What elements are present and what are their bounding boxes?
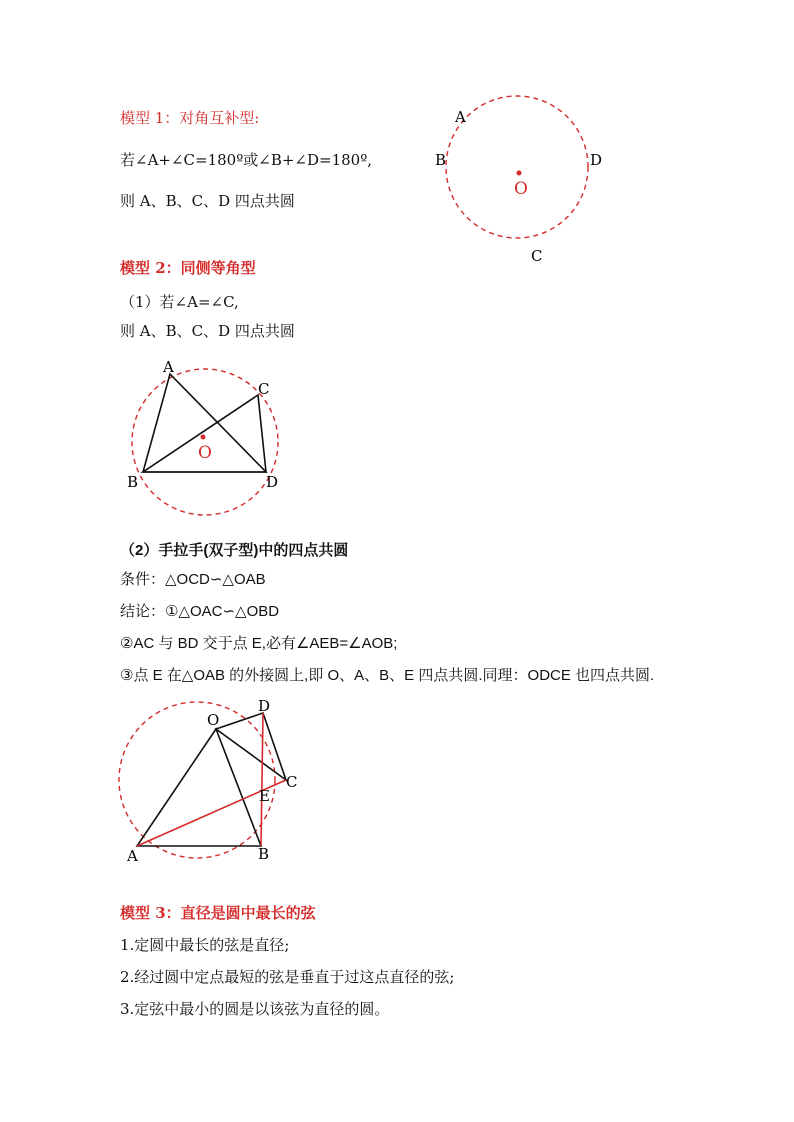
figure1-label-D: D bbox=[266, 473, 279, 491]
figure1-center-point bbox=[201, 435, 206, 440]
figure2-label-E: E bbox=[259, 787, 270, 805]
model2-part2-conclusion3: ③点 E 在△OAB 的外接圆上,即 O、A、B、E 四点共圆.同理：ODCE 也四点共圆. bbox=[120, 667, 655, 684]
model2-part2-conclusion1: 结论：①△OAC∽△OBD bbox=[120, 603, 280, 620]
model3-item-3: 3.定弦中最小的圆是以该弦为直径的圆。 bbox=[120, 1000, 390, 1018]
model1-center-point bbox=[517, 171, 522, 176]
figure2-circle bbox=[119, 702, 275, 858]
model1-label-D: D bbox=[590, 151, 603, 169]
model1-circle bbox=[446, 96, 588, 238]
figure2-label-O: O bbox=[207, 711, 220, 729]
model3-heading: 模型 3：直径是圆中最长的弦 bbox=[120, 904, 316, 922]
segment-BD bbox=[261, 713, 263, 846]
model1-label-A: A bbox=[455, 108, 466, 126]
model3-item-1: 1.定圆中最长的弦是直径; bbox=[120, 936, 290, 954]
model1-conclusion: 则 A、B、C、D 四点共圆 bbox=[120, 192, 295, 210]
model3-item-2: 2.经过圆中定点最短的弦是垂直于过这点直径的弦; bbox=[120, 968, 455, 986]
triangle-OAB bbox=[137, 729, 261, 846]
figure2-label-A: A bbox=[127, 847, 138, 865]
figure1-label-C: C bbox=[258, 380, 270, 398]
model2-part1-title: （1）若∠A=∠C, bbox=[120, 293, 239, 311]
figure2-label-B: B bbox=[258, 845, 270, 863]
model1-label-C: C bbox=[531, 247, 543, 265]
model2-part2-title: （2）手拉手(双子型)中的四点共圆 bbox=[120, 542, 349, 559]
figure2-label-D: D bbox=[258, 697, 271, 715]
model2-figure1 bbox=[120, 355, 300, 515]
model2-part2-condition: 条件：△OCD∽△OAB bbox=[120, 571, 266, 588]
model2-figure2 bbox=[120, 695, 320, 880]
model2-heading: 模型 2：同侧等角型 bbox=[120, 259, 256, 277]
model1-label-B: B bbox=[435, 151, 447, 169]
model1-heading: 模型 1：对角互补型: bbox=[120, 109, 260, 127]
figure1-label-A: A bbox=[163, 358, 174, 376]
model2-part2-conclusion2: ②AC 与 BD 交于点 E,必有∠AEB=∠AOB; bbox=[120, 635, 398, 652]
model1-label-O: O bbox=[514, 179, 528, 199]
figure1-label-O: O bbox=[198, 443, 212, 463]
model1-circle-figure bbox=[420, 95, 620, 265]
figure1-label-B: B bbox=[127, 473, 139, 491]
figure1-circle bbox=[132, 369, 278, 515]
model1-condition: 若∠A+∠C=180º或∠B+∠D=180º, bbox=[120, 151, 373, 169]
figure2-label-C: C bbox=[286, 773, 298, 791]
model2-part1-conclusion: 则 A、B、C、D 四点共圆 bbox=[120, 322, 295, 340]
